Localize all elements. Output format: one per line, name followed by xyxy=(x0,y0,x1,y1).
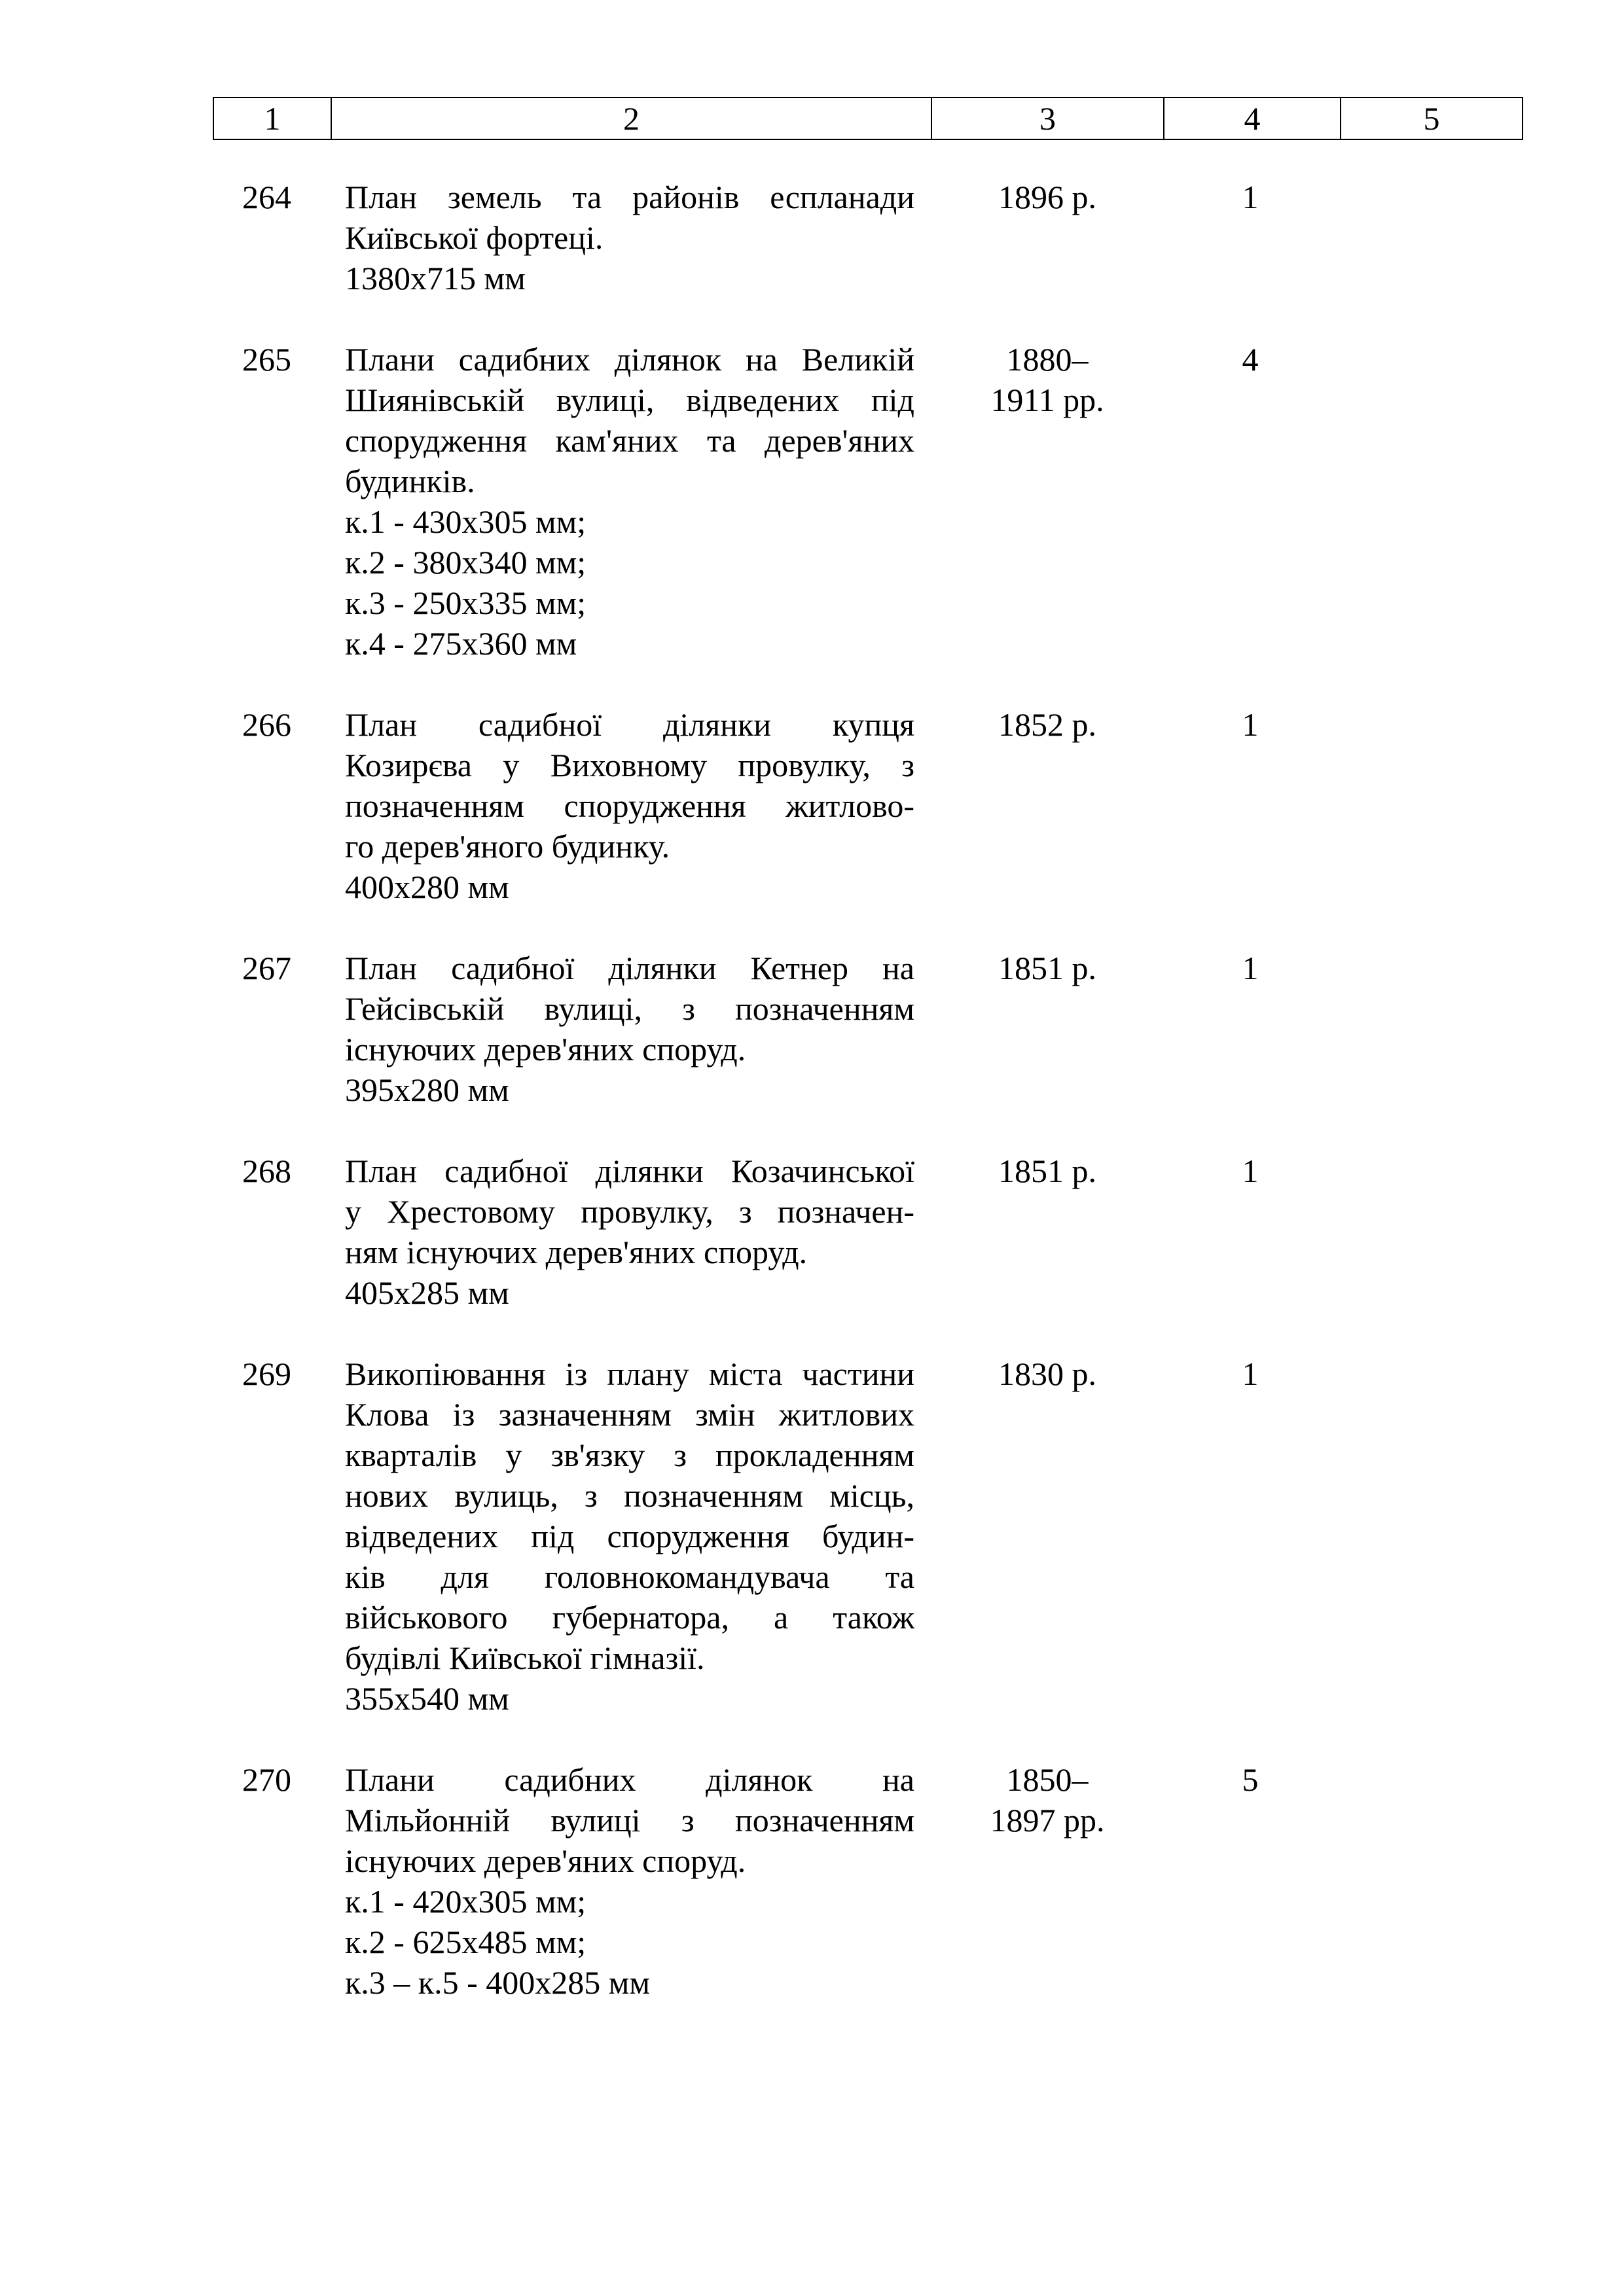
entry-description xyxy=(345,1759,914,2003)
entry-description xyxy=(345,1354,914,1719)
date-line: 1830 р. xyxy=(998,1355,1096,1392)
description-line: ків для головнокомандувача та xyxy=(345,1558,914,1595)
entry-sheet-count: 1 xyxy=(1242,950,1259,986)
column-header-row xyxy=(213,98,1523,139)
entry-row xyxy=(0,948,1624,1110)
date-line: 1911 рр. xyxy=(990,382,1104,418)
description-line: Козирєва у Виховному провулку, з xyxy=(345,747,914,783)
entry-number: 265 xyxy=(242,341,291,378)
description-line: Плани садибних ділянок на Великій xyxy=(345,341,914,378)
description-line: відведених під спорудження будин- xyxy=(345,1518,914,1554)
date-line: 1880– xyxy=(1006,341,1089,378)
description-line: спорудження кам'яних та дерев'яних xyxy=(345,422,914,459)
entry-description xyxy=(345,339,914,664)
entry-row xyxy=(0,1759,1624,2003)
description-line: Викопіювання із плану міста частини xyxy=(345,1355,914,1392)
dimensions-line: к.4 - 275x360 мм xyxy=(345,625,577,662)
entry-date xyxy=(969,1151,1126,1191)
date-line: 1896 р. xyxy=(998,179,1096,215)
date-line: 1850– xyxy=(1006,1761,1089,1798)
dimensions-line: к.3 – к.5 - 400x285 мм xyxy=(345,1964,651,2001)
entry-date xyxy=(969,948,1126,988)
description-line: Клова із зазначенням змін житлових xyxy=(345,1396,914,1433)
description-line: План садибної ділянки купця xyxy=(345,706,914,743)
description-line: План садибної ділянки Козачинської xyxy=(345,1153,914,1189)
dimensions-line: к.2 - 625x485 мм; xyxy=(345,1924,586,1960)
dimensions-line: к.1 - 420x305 мм; xyxy=(345,1883,586,1920)
entry-date xyxy=(969,177,1126,217)
entry-date xyxy=(969,704,1126,745)
date-line: 1852 р. xyxy=(998,706,1096,743)
description-line: Київської фортеці. xyxy=(345,219,604,256)
entry-sheet-count: 5 xyxy=(1242,1761,1259,1798)
dimensions-line: 405x285 мм xyxy=(345,1274,509,1311)
dimensions-line: к.2 - 380x340 мм; xyxy=(345,544,586,581)
entry-list xyxy=(0,177,1624,2043)
entry-description xyxy=(345,1151,914,1313)
entry-description xyxy=(345,948,914,1110)
description-line: будинків. xyxy=(345,463,475,499)
entry-row xyxy=(0,177,1624,298)
column-header-4: 4 xyxy=(1164,98,1341,139)
entry-number: 267 xyxy=(242,950,291,986)
entry-date xyxy=(969,1759,1126,1840)
entry-date xyxy=(969,1354,1126,1394)
dimensions-line: 400x280 мм xyxy=(345,869,509,905)
column-header-table xyxy=(213,97,1523,140)
entry-sheet-count: 4 xyxy=(1242,341,1259,378)
entry-description xyxy=(345,704,914,907)
description-line: го дерев'яного будинку. xyxy=(345,828,670,865)
entry-number: 268 xyxy=(242,1153,291,1189)
description-line: позначенням спорудження житлово- xyxy=(345,787,914,824)
dimensions-line: к.1 - 430x305 мм; xyxy=(345,503,586,540)
entry-row xyxy=(0,1151,1624,1313)
description-line: існуючих дерев'яних споруд. xyxy=(345,1842,746,1879)
description-line: будівлі Київської гімназії. xyxy=(345,1640,705,1676)
entry-row xyxy=(0,339,1624,664)
description-line: Плани садибних ділянок на xyxy=(345,1761,914,1798)
description-line: ням існуючих дерев'яних споруд. xyxy=(345,1234,808,1270)
description-line: існуючих дерев'яних споруд. xyxy=(345,1031,746,1067)
description-line: Мільйонній вулиці з позначенням xyxy=(345,1802,914,1839)
entry-sheet-count: 1 xyxy=(1242,706,1259,743)
date-line: 1897 рр. xyxy=(990,1802,1105,1839)
entry-number: 270 xyxy=(242,1761,291,1798)
description-line: План земель та районів еспланади xyxy=(345,179,914,215)
column-header-5: 5 xyxy=(1341,98,1523,139)
description-line: у Хрестовому провулку, з позначен- xyxy=(345,1193,914,1230)
entry-number: 269 xyxy=(242,1355,291,1392)
description-line: військового губернатора, а також xyxy=(345,1599,914,1636)
column-header-2: 2 xyxy=(331,98,931,139)
entry-number: 266 xyxy=(242,706,291,743)
description-line: План садибної ділянки Кетнер на xyxy=(345,950,914,986)
date-line: 1851 р. xyxy=(998,1153,1096,1189)
entry-description xyxy=(345,177,914,298)
entry-sheet-count: 1 xyxy=(1242,1153,1259,1189)
dimensions-line: к.3 - 250x335 мм; xyxy=(345,584,586,621)
date-line: 1851 р. xyxy=(998,950,1096,986)
description-line: Гейсівській вулиці, з позначенням xyxy=(345,990,914,1027)
column-header-3: 3 xyxy=(931,98,1164,139)
column-header-1: 1 xyxy=(213,98,331,139)
entry-sheet-count: 1 xyxy=(1242,179,1259,215)
entry-number: 264 xyxy=(242,179,291,215)
entry-row xyxy=(0,704,1624,907)
description-line: нових вулиць, з позначенням місць, xyxy=(345,1477,914,1514)
description-line: Шиянівській вулиці, відведених під xyxy=(345,382,914,418)
dimensions-line: 1380x715 мм xyxy=(345,260,526,296)
entry-date xyxy=(969,339,1126,420)
entry-sheet-count: 1 xyxy=(1242,1355,1259,1392)
entry-row xyxy=(0,1354,1624,1719)
dimensions-line: 395x280 мм xyxy=(345,1071,509,1108)
dimensions-line: 355x540 мм xyxy=(345,1680,509,1717)
description-line: кварталів у зв'язку з прокладенням xyxy=(345,1437,914,1473)
